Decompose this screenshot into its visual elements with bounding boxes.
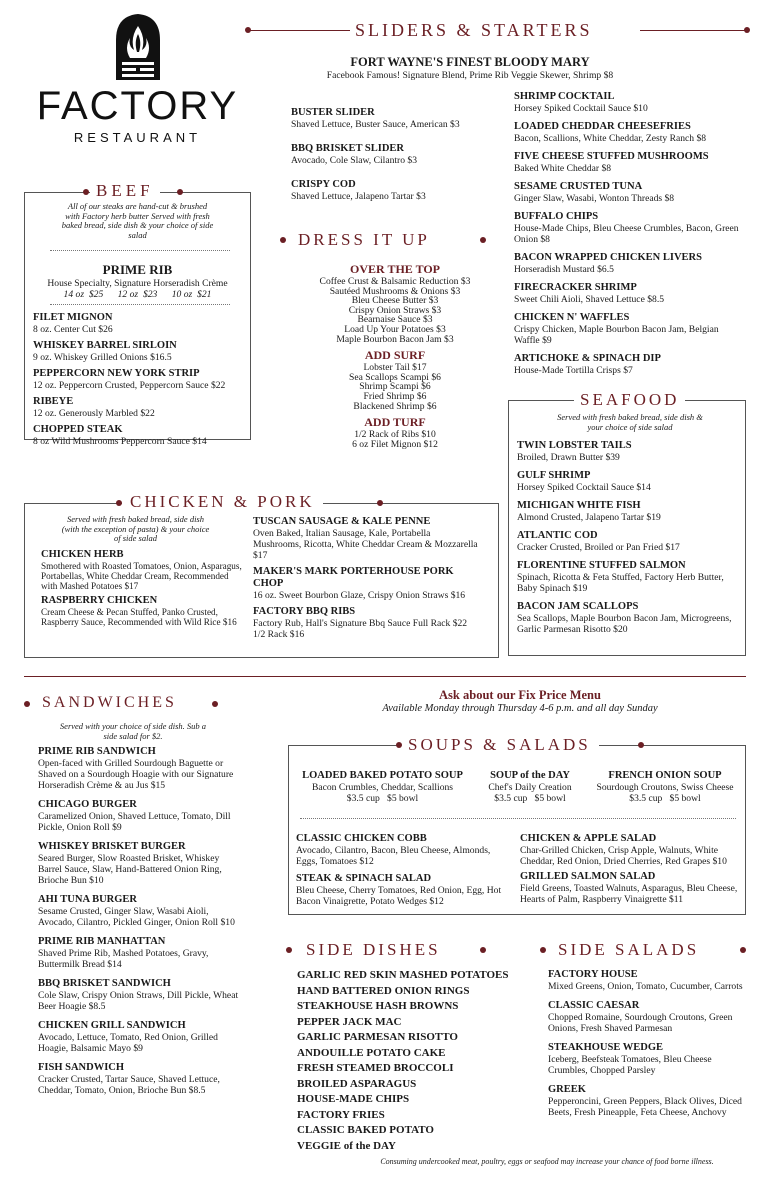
dress-group-head: OVER THE TOP xyxy=(349,262,441,276)
brand-name: FACTORY xyxy=(36,84,239,128)
title-dot xyxy=(212,701,218,707)
item-desc: Sesame Crusted, Ginger Slaw, Wasabi Aioli, Avocado, Cilantro, Pickled Ginger, Onion Roll $10 xyxy=(38,906,235,928)
item-desc: Seared Burger, Slow Roasted Brisket, Whiskey Barrel Sauce, Slaw, Hand-Battered Onion Ring, Brioche Bun $10 xyxy=(38,853,222,886)
sliders-title: SLIDERS & STARTERS xyxy=(355,20,593,40)
item-name: CHOPPED STEAK xyxy=(33,424,123,435)
sides-list xyxy=(297,968,527,1154)
item-desc: Horsey Spiked Cocktail Sauce $14 xyxy=(517,482,651,493)
item-name: SHRIMP COCKTAIL xyxy=(514,91,615,102)
menu-item xyxy=(514,121,744,144)
menu-item xyxy=(517,470,739,493)
menu-item xyxy=(291,143,501,166)
item-name: MAKER'S MARK PORTERHOUSE PORK CHOP xyxy=(253,566,454,589)
item-desc: Cracker Crusted, Broiled or Pan Fried $17 xyxy=(517,542,680,553)
item-name: PRIME RIB SANDWICH xyxy=(38,746,156,757)
item-name: CHICKEN HERB xyxy=(41,549,124,560)
side-item: HOUSE-MADE CHIPS xyxy=(297,1093,410,1105)
item-desc: 9 oz. Whiskey Grilled Onions $16.5 xyxy=(33,352,172,363)
side-salads-title: SIDE SALADS xyxy=(558,940,700,959)
menu-item xyxy=(38,894,243,928)
item-name: BBQ BRISKET SANDWICH xyxy=(38,978,171,989)
item-name: FLORENTINE STUFFED SALMON xyxy=(517,560,686,571)
item-desc: Pepperoncini, Green Peppers, Black Olives, Diced Beets, Fresh Pineapple, Feta Cheese, Anchovy xyxy=(548,1096,742,1118)
item-name: GULF SHRIMP xyxy=(517,470,591,481)
item-name: TWIN LOBSTER TAILS xyxy=(517,440,632,451)
dress-line: Crispy Onion Straws $3 xyxy=(348,304,442,316)
menu-item xyxy=(33,312,248,335)
title-dot xyxy=(116,500,122,506)
menu-item xyxy=(253,566,478,601)
item-desc: Open-faced with Grilled Sourdough Baguette or Shaved on a Sourdough Hoagie with our Signature Horseradish Crème & au Jus $15 xyxy=(38,758,234,791)
item-desc: Field Greens, Toasted Walnuts, Asparagus, Bleu Cheese, Hearts of Palm, Raspberry Vinaigrette $11 xyxy=(520,883,738,905)
page-divider xyxy=(24,676,746,677)
dress-line: Load Up Your Potatoes $3 xyxy=(344,323,446,335)
fix-price-sub: Available Monday through Thursday 4-6 p.m. and all day Sunday xyxy=(382,703,658,714)
side-item: BROILED ASPARAGUS xyxy=(297,1077,417,1090)
prime-rib xyxy=(30,262,245,300)
menu-item xyxy=(520,833,740,867)
menu-item xyxy=(296,873,511,907)
item-name: GREEK xyxy=(548,1084,586,1095)
menu-item xyxy=(514,353,744,376)
title-rule xyxy=(640,30,746,31)
sandwiches-title: SANDWICHES xyxy=(42,694,177,711)
menu-item xyxy=(33,424,248,447)
prime-rib-sizes: 14 oz $25 12 oz $23 10 oz $21 xyxy=(63,289,212,300)
menu-item xyxy=(291,107,501,130)
side-item: GARLIC RED SKIN MASHED POTATOES xyxy=(297,969,509,981)
item-desc: Cracker Crusted, Tartar Sauce, Shaved Lettuce, Cheddar, Tomato, Onion, Brioche Bun $8.5 xyxy=(38,1074,220,1096)
soups-title-wrap xyxy=(400,735,599,755)
item-price: $3.5 cup $5 bowl xyxy=(494,793,566,804)
item-name: RASPBERRY CHICKEN xyxy=(41,595,158,606)
item-name: CRISPY COD xyxy=(291,179,356,190)
item-name: FRENCH ONION SOUP xyxy=(608,770,722,781)
fix-price xyxy=(300,688,740,714)
beef-note: All of our steaks are hand-cut & brushed with Factory herb butter Served with fresh baked bread, side dish & your choice of side salad xyxy=(61,201,214,240)
item-desc: Oven Baked, Italian Sausage, Kale, Portabella Mushrooms, Ricotta, White Cheddar Cream & Mozzarella $17 xyxy=(253,528,478,561)
menu-item xyxy=(253,606,482,640)
dress-group-head: ADD SURF xyxy=(364,348,426,363)
item-name: PRIME RIB MANHATTAN xyxy=(38,936,166,947)
dress-group xyxy=(290,415,500,449)
dress-group-head: ADD TURF xyxy=(364,415,426,430)
dress-group xyxy=(290,262,500,344)
chicken-note: Served with fresh baked bread, side dish (with the exception of pasta) & your choice of side salad xyxy=(61,514,210,543)
chicken-right xyxy=(253,516,482,647)
brand-subtitle: RESTAURANT xyxy=(73,130,202,145)
menu-item xyxy=(38,1020,243,1054)
beef-dotline xyxy=(50,250,230,251)
title-dot xyxy=(744,27,750,33)
title-dot xyxy=(638,742,644,748)
seafood-note: Served with fresh baked bread, side dish & your choice of side salad xyxy=(557,412,703,432)
menu-item xyxy=(548,1000,743,1034)
item-name: LOADED BAKED POTATO SOUP xyxy=(302,770,463,781)
chicken-left xyxy=(41,549,246,634)
item-name: BUFFALO CHIPS xyxy=(514,211,599,222)
soup-item xyxy=(475,770,585,804)
item-desc: Avocado, Lettuce, Tomato, Red Onion, Grilled Hoagie, Balsamic Mayo $9 xyxy=(38,1032,218,1054)
side-item: VEGGIE of the DAY xyxy=(297,1139,396,1152)
sliders-left xyxy=(291,107,501,209)
menu-item xyxy=(514,91,744,114)
menu-item xyxy=(548,1084,743,1118)
item-name: CHICKEN & APPLE SALAD xyxy=(520,833,657,844)
dress-title: DRESS IT UP xyxy=(298,230,430,249)
item-desc: Chef's Daily Creation xyxy=(488,782,572,793)
seafood-title-wrap xyxy=(574,390,685,410)
item-desc: House-Made Chips, Bleu Cheese Crumbles, Bacon, Green Onion $8 xyxy=(514,223,739,245)
item-name: GRILLED SALMON SALAD xyxy=(520,871,656,882)
menu-item xyxy=(514,252,744,275)
prime-rib-desc: House Specialty, Signature Horseradish Crème xyxy=(47,278,228,289)
dress-line: Sea Scallops Scampi $6 xyxy=(349,371,441,383)
title-dot xyxy=(480,947,486,953)
item-desc: Ginger Slaw, Wasabi, Wonton Threads $8 xyxy=(514,193,675,204)
dress-line: Shrimp Scampi $6 xyxy=(359,381,431,393)
soup-item xyxy=(585,770,745,804)
side-item: HAND BATTERED ONION RINGS xyxy=(297,984,470,997)
bloody-mary xyxy=(300,55,640,81)
item-name: BACON JAM SCALLOPS xyxy=(517,601,639,612)
item-price: $3.5 cup $5 bowl xyxy=(629,793,701,804)
menu-item xyxy=(548,1042,743,1076)
item-name: TUSCAN SAUSAGE & KALE PENNE xyxy=(253,516,431,527)
menu-item xyxy=(548,969,743,992)
side-item: PEPPER JACK MAC xyxy=(297,1015,402,1028)
item-desc: Baked White Cheddar $8 xyxy=(514,163,612,174)
seafood-list xyxy=(517,440,739,642)
sandwich-list xyxy=(38,746,243,1103)
menu-item xyxy=(517,530,739,553)
title-dot xyxy=(280,237,286,243)
item-desc: Broiled, Drawn Butter $39 xyxy=(517,452,620,463)
item-name: BACON WRAPPED CHICKEN LIVERS xyxy=(514,252,702,263)
item-desc: Bacon Crumbles, Cheddar, Scallions xyxy=(311,782,454,793)
beef-title-wrap xyxy=(90,181,160,201)
title-dot xyxy=(480,237,486,243)
item-name: CHICAGO BURGER xyxy=(38,799,137,810)
menu-item xyxy=(291,179,501,202)
menu-item xyxy=(38,978,243,1012)
menu-item xyxy=(296,833,511,867)
menu-item xyxy=(253,516,478,561)
side-item: ANDOUILLE POTATO CAKE xyxy=(297,1046,446,1059)
item-desc: Chopped Romaine, Sourdough Croutons, Green Onions, Fresh Shaved Parmesan xyxy=(548,1012,733,1034)
side-item: FACTORY FRIES xyxy=(297,1108,385,1121)
item-name: WHISKEY BRISKET BURGER xyxy=(38,841,186,852)
dress-line: Sautéed Mushrooms & Onions $3 xyxy=(329,285,461,297)
item-name: AHI TUNA BURGER xyxy=(38,894,137,905)
dress-line: Bearnaise Sauce $3 xyxy=(357,314,433,326)
salads-left xyxy=(296,833,511,914)
dress-line: Coffee Crust & Balsamic Reduction $3 xyxy=(319,276,471,287)
menu-item xyxy=(38,936,243,970)
item-desc: Sea Scallops, Maple Bourbon Bacon Jam, Microgreens, Garlic Parmesan Risotto $20 xyxy=(517,613,732,635)
soup-item xyxy=(290,770,475,804)
item-desc: Bacon, Scallions, White Cheddar, Zesty Ranch $8 xyxy=(514,133,707,144)
item-desc: Factory Rub, Hall's Signature Bbq Sauce Full Rack $22 1/2 Rack $16 xyxy=(253,618,482,640)
item-name: FIRECRACKER SHRIMP xyxy=(514,282,637,293)
side-item: FRESH STEAMED BROCCOLI xyxy=(297,1062,454,1074)
item-price: $3.5 cup $5 bowl xyxy=(346,793,419,804)
menu-item xyxy=(38,1062,243,1096)
dress-line: Bleu Cheese Butter $3 xyxy=(351,295,439,307)
menu-item xyxy=(38,746,243,791)
item-name: RIBEYE xyxy=(33,396,74,407)
menu-item xyxy=(41,595,246,627)
title-dot xyxy=(396,742,402,748)
item-name: CHICKEN GRILL SANDWICH xyxy=(38,1020,186,1031)
title-dot xyxy=(286,947,292,953)
item-desc: Shaved Prime Rib, Mashed Potatoes, Gravy, Buttermilk Bread $14 xyxy=(38,948,209,970)
item-name: FIVE CHEESE STUFFED MUSHROOMS xyxy=(514,151,709,162)
dress-line: Fried Shrimp $6 xyxy=(363,390,427,402)
factory-logo-icon xyxy=(108,10,168,80)
item-desc: House-Made Tortilla Crisps $7 xyxy=(514,365,633,376)
seafood-title: SEAFOOD xyxy=(580,390,680,409)
item-desc: Iceberg, Beefsteak Tomatoes, Bleu Cheese Crumbles, Chopped Parsley xyxy=(548,1054,712,1076)
item-desc: Avocado, Cole Slaw, Cilantro $3 xyxy=(291,155,418,166)
item-name: FACTORY HOUSE xyxy=(548,969,638,980)
item-desc: Sweet Chili Aioli, Shaved Lettuce $8.5 xyxy=(514,294,665,305)
menu-item xyxy=(517,560,739,594)
title-dot xyxy=(177,189,183,195)
item-desc: Mixed Greens, Onion, Tomato, Cucumber, Carrots xyxy=(548,981,743,992)
dress-line: 1/2 Rack of Ribs $10 xyxy=(354,429,436,441)
item-name: BUSTER SLIDER xyxy=(291,107,375,118)
fix-price-title: Ask about our Fix Price Menu xyxy=(439,688,601,702)
item-name: WHISKEY BARREL SIRLOIN xyxy=(33,340,177,351)
dress-line: 6 oz Filet Mignon $12 xyxy=(352,438,438,450)
item-name: FACTORY BBQ RIBS xyxy=(253,606,356,617)
item-name: SOUP of the DAY xyxy=(490,770,570,781)
menu-item xyxy=(33,396,248,419)
item-desc: 12 oz. Peppercorn Crusted, Peppercorn Sauce $22 xyxy=(33,380,226,391)
menu-item xyxy=(520,871,740,905)
title-dot xyxy=(83,189,89,195)
menu-item xyxy=(514,312,744,346)
chicken-title-wrap xyxy=(122,492,323,512)
item-name: BBQ BRISKET SLIDER xyxy=(291,143,405,154)
item-name: CLASSIC CHICKEN COBB xyxy=(296,833,427,844)
logo xyxy=(20,10,255,150)
sides-title: SIDE DISHES xyxy=(306,940,441,959)
item-desc: Avocado, Cilantro, Bacon, Bleu Cheese, Almonds, Eggs, Tomatoes $12 xyxy=(296,845,491,867)
title-dot xyxy=(24,701,30,707)
item-desc: Smothered with Roasted Tomatoes, Onion, Asparagus, Portabellas, White Cheddar Cream, Recommended with Mashed Potatoes $17 xyxy=(41,561,242,591)
item-name: SESAME CRUSTED TUNA xyxy=(514,181,643,192)
item-name: MICHIGAN WHITE FISH xyxy=(517,500,641,511)
menu-item xyxy=(41,549,246,591)
menu-item xyxy=(514,181,744,204)
dress-line: Lobster Tail $17 xyxy=(363,362,427,374)
item-desc: Char-Grilled Chicken, Crisp Apple, Walnuts, White Cheddar, Red Onion, Dried Cherries, Red Grapes $10 xyxy=(520,845,727,867)
item-desc: 8 oz Wild Mushrooms Peppercorn Sauce $14 xyxy=(33,436,207,447)
beef-title: BEEF xyxy=(96,181,154,200)
item-desc: 12 oz. Generously Marbled $22 xyxy=(33,408,155,419)
item-desc: Horseradish Mustard $6.5 xyxy=(514,264,614,275)
dress-list xyxy=(290,262,500,449)
footer-disclaimer: Consuming undercooked meat, poultry, eggs or seafood may increase your chance of food borne illness. xyxy=(380,1157,714,1166)
item-desc: Shaved Lettuce, Buster Sauce, American $3 xyxy=(291,119,460,130)
item-name: ATLANTIC COD xyxy=(517,530,598,541)
sliders-right xyxy=(514,91,744,383)
salads-right xyxy=(520,833,740,912)
menu-item xyxy=(517,500,739,523)
menu-item xyxy=(33,368,248,391)
bloody-mary-desc: Facebook Famous! Signature Blend, Prime Rib Veggie Skewer, Shrimp $8 xyxy=(326,70,614,81)
item-desc: Crispy Chicken, Maple Bourbon Bacon Jam, Belgian Waffle $9 xyxy=(514,324,719,346)
item-name: FILET MIGNON xyxy=(33,312,113,323)
menu-item xyxy=(514,211,744,245)
sandwiches-note: Served with your choice of side dish. Sub a side salad for $2. xyxy=(59,721,207,741)
item-name: CLASSIC CAESAR xyxy=(548,1000,640,1011)
item-name: LOADED CHEDDAR CHEESEFRIES xyxy=(514,121,691,132)
bloody-mary-name: FORT WAYNE'S FINEST BLOODY MARY xyxy=(350,55,590,69)
menu-item xyxy=(38,799,243,833)
item-desc: Shaved Lettuce, Jalapeno Tartar $3 xyxy=(291,191,426,202)
item-desc: 8 oz. Center Cut $26 xyxy=(33,324,113,335)
item-desc: Caramelized Onion, Shaved Lettuce, Tomato, Dill Pickle, Onion Roll $9 xyxy=(38,811,231,833)
item-desc: 16 oz. Sweet Bourbon Glaze, Crispy Onion Straws $16 xyxy=(253,590,466,601)
title-dot xyxy=(540,947,546,953)
dress-line: Maple Bourbon Bacon Jam $3 xyxy=(336,333,454,345)
item-desc: Bleu Cheese, Cherry Tomatoes, Red Onion, Egg, Hot Bacon Vinaigrette, Potato Wedges $12 xyxy=(296,885,502,907)
dress-group xyxy=(290,348,500,411)
side-item: STEAKHOUSE HASH BROWNS xyxy=(297,1000,459,1012)
side-salads-list xyxy=(548,969,743,1125)
menu-item xyxy=(514,282,744,305)
beef-list xyxy=(33,312,248,454)
item-name: STEAKHOUSE WEDGE xyxy=(548,1042,664,1053)
title-dot xyxy=(377,500,383,506)
menu-item xyxy=(517,440,739,463)
item-desc: Horsey Spiked Cocktail Sauce $10 xyxy=(514,103,648,114)
prime-rib-name: PRIME RIB xyxy=(102,262,173,277)
item-desc: Spinach, Ricotta & Feta Stuffed, Factory Herb Butter, Baby Spinach $19 xyxy=(517,572,724,594)
item-desc: Sourdough Croutons, Swiss Cheese xyxy=(596,782,734,793)
item-desc: Almond Crusted, Jalapeno Tartar $19 xyxy=(517,512,661,523)
soups-title: SOUPS & SALADS xyxy=(408,735,591,754)
item-name: CHICKEN N' WAFFLES xyxy=(514,312,630,323)
menu-item xyxy=(514,151,744,174)
title-rule xyxy=(250,30,350,31)
menu-item xyxy=(38,841,243,886)
soups-dotline xyxy=(300,818,736,819)
item-desc: Cole Slaw, Crispy Onion Straws, Dill Pickle, Wheat Beer Hoagie $8.5 xyxy=(38,990,239,1012)
item-name: PEPPERCORN NEW YORK STRIP xyxy=(33,368,200,379)
side-item: CLASSIC BAKED POTATO xyxy=(297,1124,434,1136)
menu-item xyxy=(517,601,739,635)
item-desc: Cream Cheese & Pecan Stuffed, Panko Crusted, Raspberry Sauce, Recommended with Wild Rice $16 xyxy=(41,607,237,627)
item-name: FISH SANDWICH xyxy=(38,1062,125,1073)
menu-item xyxy=(33,340,248,363)
side-item: GARLIC PARMESAN RISOTTO xyxy=(297,1031,458,1043)
chicken-title: CHICKEN & PORK xyxy=(130,492,315,511)
item-name: ARTICHOKE & SPINACH DIP xyxy=(514,353,661,364)
beef-dotline xyxy=(50,304,230,305)
dress-line: Blackened Shrimp $6 xyxy=(353,400,437,412)
title-dot xyxy=(740,947,746,953)
item-name: STEAK & SPINACH SALAD xyxy=(296,873,432,884)
